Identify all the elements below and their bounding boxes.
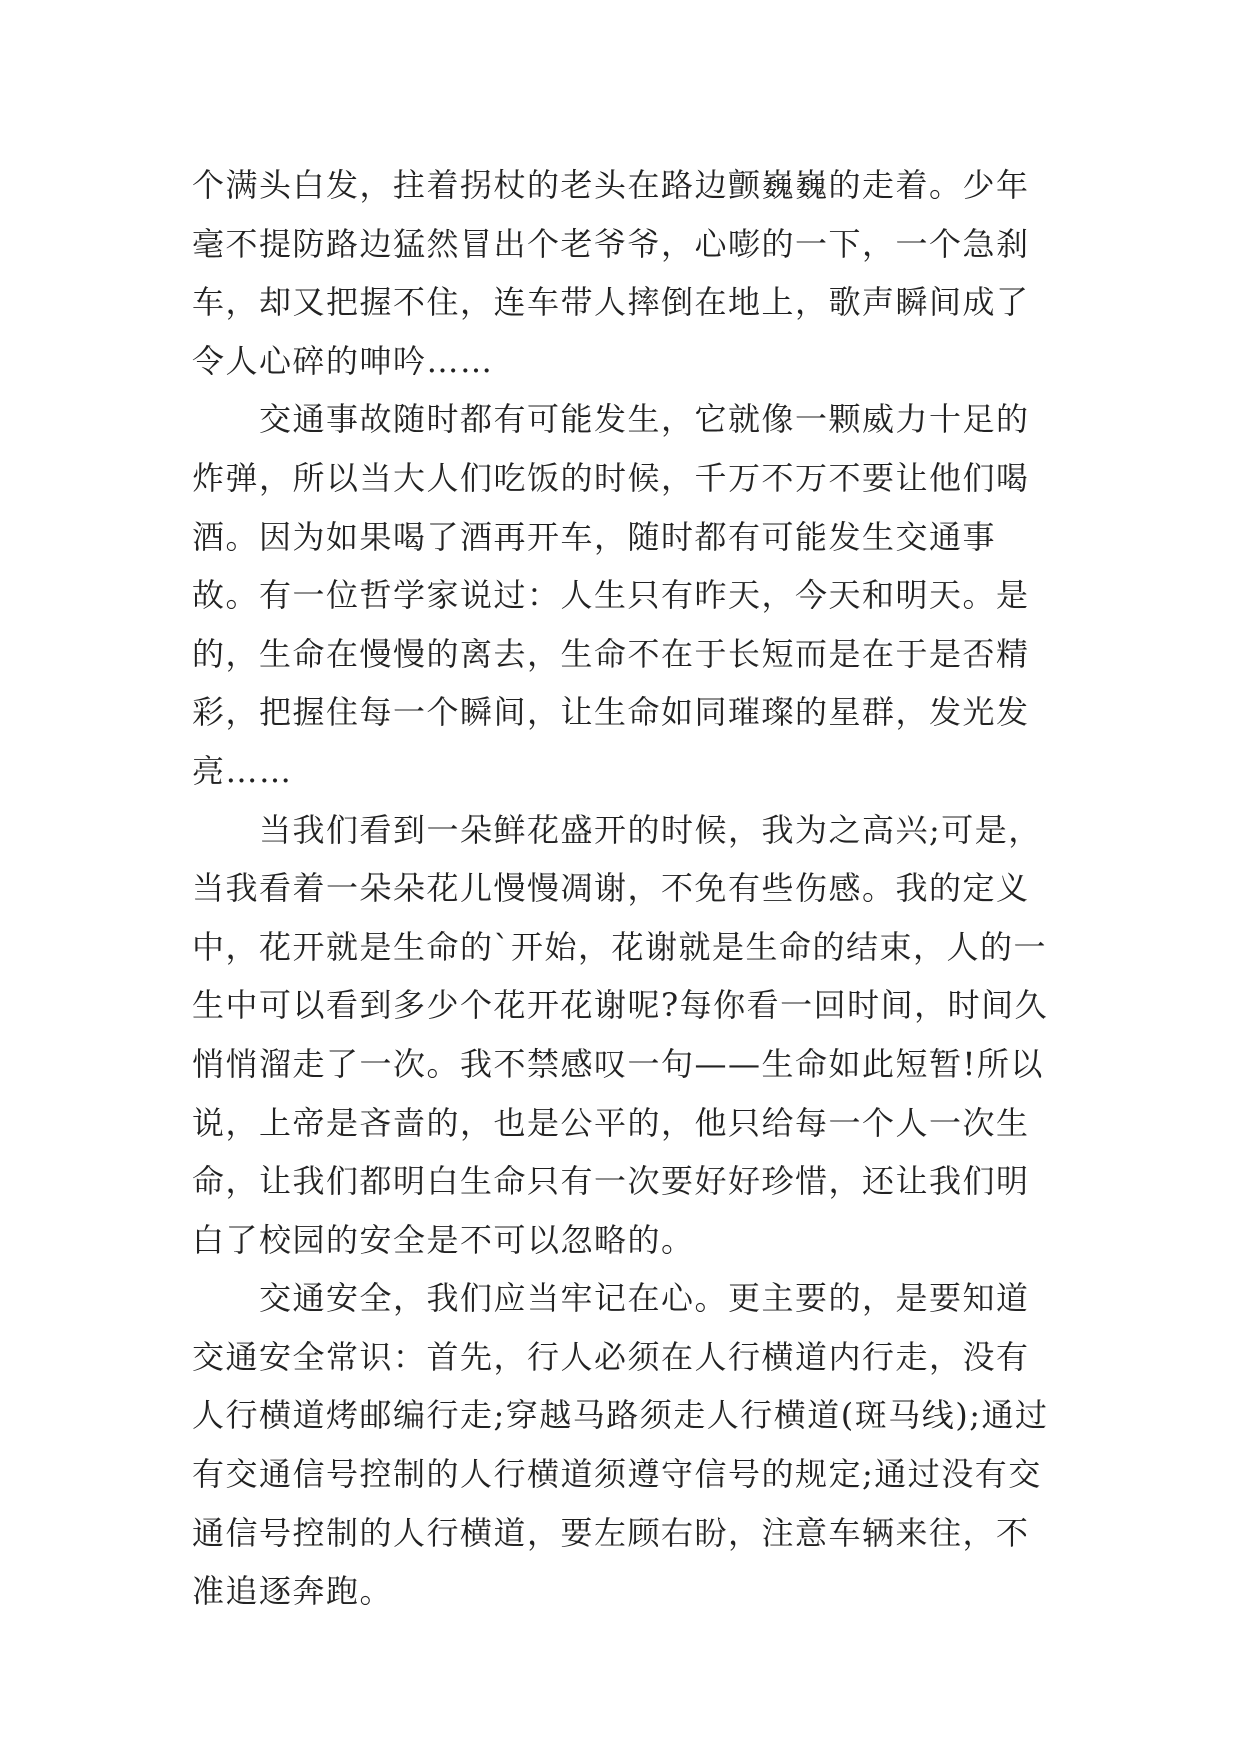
paragraph-1: 个满头白发，拄着拐杖的老头在路边颤巍巍的走着。少年毫不提防路边猛然冒出个老爷爷，心嘭的一下，一个急刹车，却又把握不住，连车带人摔倒在地上，歌声瞬间成了令人心碎的呻吟……: [192, 166, 1030, 380]
paragraph-3: 当我们看到一朵鲜花盛开的时候，我为之高兴;可是，当我看着一朵朵花儿慢慢凋谢，不免有些伤感。我的定义中，花开就是生命的`开始，花谢就是生命的结束，人的一生中可以看到多少个花开花谢呢?每你看一回时间，时间久悄悄溜走了一次。我不禁感叹一句——生命如此短暂!所以说，上帝是吝啬的，也是公平的，他只给每一个人一次生命，让我们都明白生命只有一次要好好珍惜，还让我们明白了校园的安全是不可以忽略的。: [192, 810, 1049, 1259]
paragraph-4: 交通安全，我们应当牢记在心。更主要的，是要知道交通安全常识：首先，行人必须在人行横道内行走，没有人行横道烤邮编行走;穿越马路须走人行横道(斑马线);通过有交通信号控制的人行横道须遵守信号的规定;通过没有交通信号控制的人行横道，要左顾右盼，注意车辆来往，不准追逐奔跑。: [192, 1279, 1049, 1611]
paragraph-2: 交通事故随时都有可能发生，它就像一颗威力十足的炸弹，所以当大人们吃饭的时候，千万不万不要让他们喝酒。因为如果喝了酒再开车，随时都有可能发生交通事故。有一位哲学家说过：人生只有昨天，今天和明天。是的，生命在慢慢的离去，生命不在于长短而是在于是否精彩，把握住每一个瞬间，让生命如同璀璨的星群，发光发亮……: [192, 400, 1030, 790]
document-body: [192, 156, 1062, 1621]
